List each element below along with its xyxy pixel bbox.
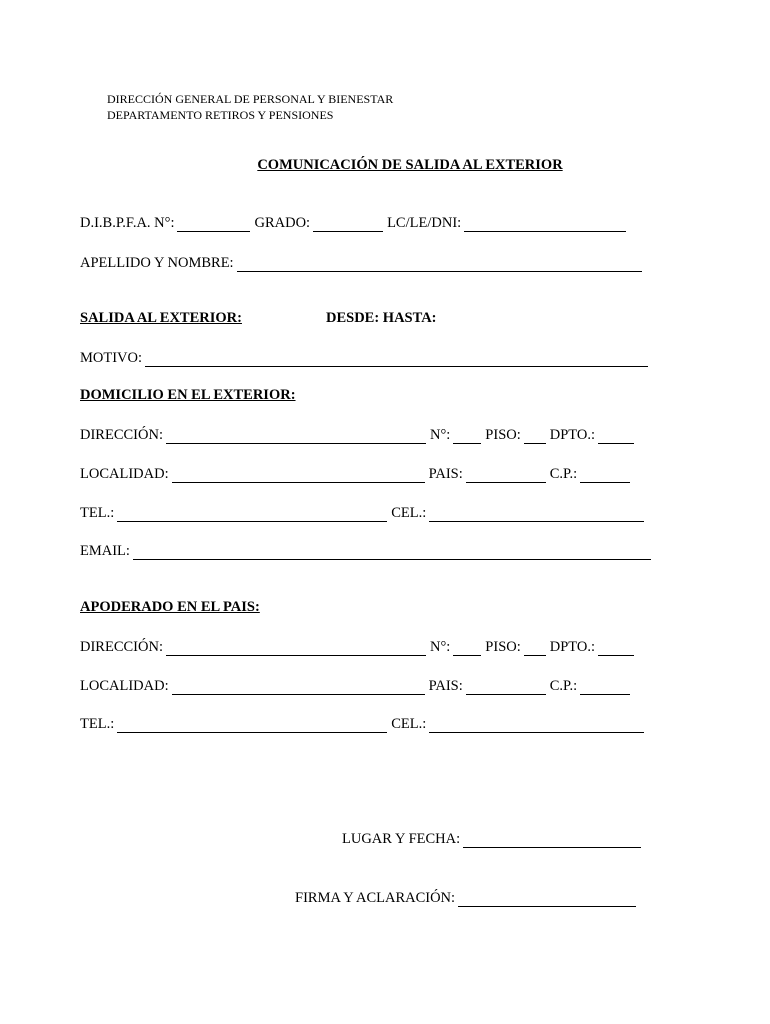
domicilio-tel-field[interactable] xyxy=(117,506,387,522)
domicilio-dpto-field[interactable] xyxy=(598,428,634,444)
domicilio-pais-field[interactable] xyxy=(466,467,546,483)
doc-label: LC/LE/DNI: xyxy=(387,215,462,231)
salida-heading: SALIDA AL EXTERIOR: xyxy=(80,310,242,326)
domicilio-localidad-row xyxy=(80,463,634,483)
identification-row xyxy=(80,212,630,232)
domicilio-tel-label: TEL.: xyxy=(80,505,115,521)
domicilio-email-field[interactable] xyxy=(133,544,651,560)
form-title: COMUNICACIÓN DE SALIDA AL EXTERIOR xyxy=(257,157,563,173)
motivo-label: MOTIVO: xyxy=(80,350,143,366)
dates-label: DESDE: HASTA: xyxy=(326,310,437,326)
apoderado-pais-label: PAIS: xyxy=(428,678,463,694)
apoderado-localidad-field[interactable] xyxy=(172,679,425,695)
dibpfa-label: D.I.B.P.F.A. N°: xyxy=(80,215,175,231)
header-line-1: DIRECCIÓN GENERAL DE PERSONAL Y BIENESTAR xyxy=(107,92,394,106)
name-row xyxy=(80,252,646,272)
apoderado-piso-label: PISO: xyxy=(485,639,521,655)
domicilio-direccion-label: DIRECCIÓN: xyxy=(80,427,163,443)
apoderado-piso-field[interactable] xyxy=(524,640,546,656)
domicilio-dpto-label: DPTO.: xyxy=(549,427,596,443)
dibpfa-field[interactable] xyxy=(177,216,250,232)
grado-label: GRADO: xyxy=(254,215,311,231)
domicilio-cp-label: C.P.: xyxy=(549,466,578,482)
apoderado-direccion-field[interactable] xyxy=(166,640,426,656)
domicilio-cel-label: CEL.: xyxy=(391,505,427,521)
lugar-fecha-label: LUGAR Y FECHA: xyxy=(342,831,461,847)
domicilio-direccion-row xyxy=(80,424,638,444)
apoderado-tel-row xyxy=(80,713,648,733)
apoderado-dpto-field[interactable] xyxy=(598,640,634,656)
domicilio-piso-field[interactable] xyxy=(524,428,546,444)
apoderado-localidad-row xyxy=(80,675,634,695)
doc-field[interactable] xyxy=(464,216,626,232)
firma-field[interactable] xyxy=(458,891,636,907)
motivo-row xyxy=(80,347,652,367)
domicilio-email-row xyxy=(80,540,655,560)
name-field[interactable] xyxy=(237,256,642,272)
apoderado-numero-label: N°: xyxy=(429,639,451,655)
apoderado-tel-label: TEL.: xyxy=(80,716,115,732)
apoderado-tel-field[interactable] xyxy=(117,717,387,733)
lugar-fecha-field[interactable] xyxy=(463,832,641,848)
domicilio-cp-field[interactable] xyxy=(580,467,630,483)
apoderado-cp-field[interactable] xyxy=(580,679,630,695)
apoderado-direccion-label: DIRECCIÓN: xyxy=(80,639,163,655)
apoderado-dpto-label: DPTO.: xyxy=(549,639,596,655)
domicilio-tel-row xyxy=(80,502,648,522)
header-line-2: DEPARTAMENTO RETIROS Y PENSIONES xyxy=(107,108,334,122)
apoderado-pais-field[interactable] xyxy=(466,679,546,695)
domicilio-cel-field[interactable] xyxy=(429,506,644,522)
firma-label: FIRMA Y ACLARACIÓN: xyxy=(295,890,456,906)
motivo-field[interactable] xyxy=(145,351,648,367)
domicilio-direccion-field[interactable] xyxy=(166,428,426,444)
domicilio-email-label: EMAIL: xyxy=(80,543,130,559)
firma-row xyxy=(295,887,640,907)
domicilio-localidad-label: LOCALIDAD: xyxy=(80,466,169,482)
apoderado-direccion-row xyxy=(80,636,638,656)
lugar-fecha-row xyxy=(342,828,645,848)
domicilio-numero-label: N°: xyxy=(429,427,451,443)
name-label: APELLIDO Y NOMBRE: xyxy=(80,255,234,271)
apoderado-cel-label: CEL.: xyxy=(391,716,427,732)
apoderado-numero-field[interactable] xyxy=(453,640,481,656)
grado-field[interactable] xyxy=(313,216,383,232)
domicilio-piso-label: PISO: xyxy=(485,427,521,443)
apoderado-heading: APODERADO EN EL PAIS: xyxy=(80,599,260,615)
domicilio-numero-field[interactable] xyxy=(453,428,481,444)
apoderado-cp-label: C.P.: xyxy=(549,678,578,694)
domicilio-pais-label: PAIS: xyxy=(428,466,463,482)
apoderado-cel-field[interactable] xyxy=(429,717,644,733)
apoderado-localidad-label: LOCALIDAD: xyxy=(80,678,169,694)
domicilio-heading: DOMICILIO EN EL EXTERIOR: xyxy=(80,387,296,403)
domicilio-localidad-field[interactable] xyxy=(172,467,425,483)
